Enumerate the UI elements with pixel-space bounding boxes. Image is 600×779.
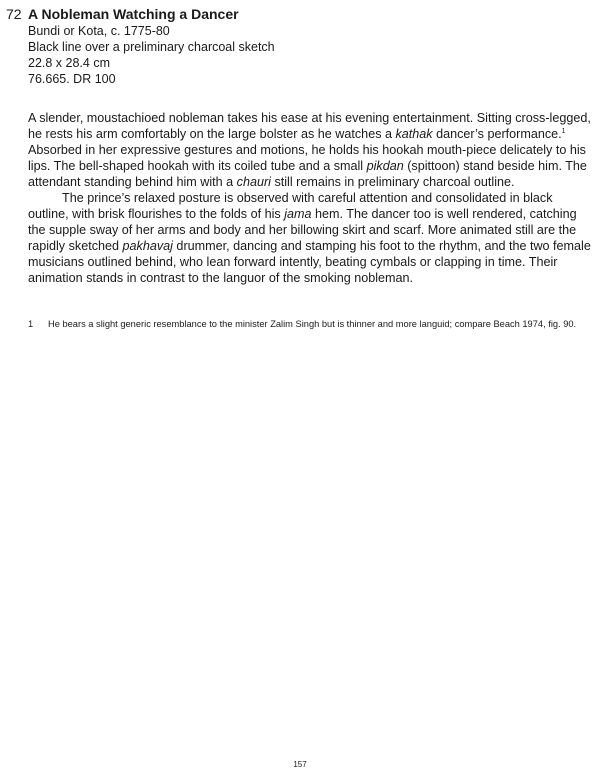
paragraph-1-text-e: still remains in preliminary charcoal outline. [270,175,515,189]
term-chauri: chauri [236,175,271,189]
catalogue-details [28,23,275,87]
entry-number: 72 [6,6,22,22]
paragraph-2 [28,190,596,286]
paragraph-1-text-c: Absorbed in her expressive gestures and motions, he holds his hookah mouth-piece delicately to his lips. The bell-shaped hookah with its coiled tube and a small [28,143,586,173]
footnote-number: 1 [28,319,34,329]
page-number: 157 [293,760,307,769]
paragraph-1-text-b: dancer’s performance. [432,127,562,141]
provenance-line: Bundi or Kota, c. 1775-80 [28,24,170,38]
term-pikdan: pikdan [366,159,404,173]
medium-line: Black line over a preliminary charcoal sketch [28,40,275,54]
paragraph-1-text-a: A slender, moustachioed nobleman takes his ease at his evening entertainment. Sitting cross-legged, he rests his arm comfortably on the large bolster as he watches a [28,111,591,141]
footnote-text: He bears a slight generic resemblance to the minister Zalim Singh but is thinner and more languid; compare Beach 1974, fig. 90. [48,319,577,329]
body-text [28,110,596,286]
term-kathak: kathak [395,127,433,141]
dimensions-line: 22.8 x 28.4 cm [28,56,110,70]
paragraph-2-text-b: hem. The dancer too is well rendered, catching the supple sway of her arms and body and her billowing skirt and scarf. More animated still are the rapidly sketched [28,207,577,253]
term-pakhavaj: pakhavaj [122,239,173,253]
entry-title: A Nobleman Watching a Dancer [28,6,239,22]
paragraph-2-text-c: drummer, dancing and stamping his foot to the rhythm, and the two female musicians outlined behind, who lean forward intently, beating cymbals or clapping in time. Their animation stands in contrast to the languor of the smoking nobleman. [28,239,591,285]
paragraph-1-text-d: (spittoon) stand beside him. The attendant standing behind him with a [28,159,587,189]
footnote-ref: 1 [561,128,566,135]
term-jama: jama [284,207,312,221]
paragraph-1 [28,110,596,190]
paragraph-2-text-a: The prince’s relaxed posture is observed with careful attention and consolidated in black outline, with brisk flourishes to the folds of his [28,191,553,221]
accession-line: 76.665. DR 100 [28,72,116,86]
